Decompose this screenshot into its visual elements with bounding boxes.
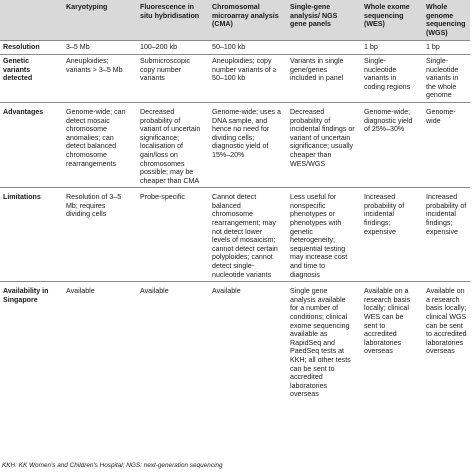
table-cell: Resolution of 3–5 Mb; requires dividing cells bbox=[60, 188, 134, 282]
row-label: Limitations bbox=[0, 188, 60, 282]
table-cell: Variants in single gene/genes included in panel bbox=[284, 54, 358, 102]
row-label: Availability in Singapore bbox=[0, 282, 60, 401]
table-footnote: KKH: KK Women's and Children's Hospital; NGS: next-generation sequencing bbox=[2, 462, 223, 469]
table-cell: Less useful for nonspecific phenotypes or phenotypes with genetic heterogeneity; sequential testing may increase cost and time to diagnosis bbox=[284, 188, 358, 282]
table-cell: Available bbox=[206, 282, 284, 401]
table-cell: Genome-wide; diagnostic yield of 25%–30% bbox=[358, 102, 420, 187]
table-row-variants-detected bbox=[0, 54, 470, 102]
table-cell: Aneuploidies; copy number variants of ≥ 50–100 kb bbox=[206, 54, 284, 102]
table-cell: Genome-wide bbox=[420, 102, 470, 187]
table-cell: Cannot detect balanced chromosome rearrangement; may not detect lower levels of mosaicism; cannot detect certain polyploides; cannot detect single-nucleotide variants bbox=[206, 188, 284, 282]
table-cell: Probe-specific bbox=[134, 188, 206, 282]
table-cell: Decreased probability of incidental findings or variant of uncertain significance; usually cheaper than WES/WGS bbox=[284, 102, 358, 187]
header-fish: Fluorescence in situ hybridisation bbox=[134, 0, 206, 41]
table-cell: Submicroscopic copy number variants bbox=[134, 54, 206, 102]
table-cell: Single-nucleotide variants in coding regions bbox=[358, 54, 420, 102]
row-label: Advantages bbox=[0, 102, 60, 187]
table-cell: 3–5 Mb bbox=[60, 41, 134, 55]
table-cell: Increased probability of incidental findings; expensive bbox=[358, 188, 420, 282]
table-cell: Single gene analysis available for a number of conditions; clinical exome sequencing available as RapidSeq and PaedSeq tests at KKH; all other tests can be sent to accredited laboratories overseas bbox=[284, 282, 358, 401]
table-cell: Available on a research basis locally; clinical WGS can be sent to accredited laboratories overseas bbox=[420, 282, 470, 401]
row-label: Genetic variants detected bbox=[0, 54, 60, 102]
table-row-availability bbox=[0, 282, 470, 401]
header-single-gene: Single-gene analysis/ NGS gene panels bbox=[284, 0, 358, 41]
table-cell: 50–100 kb bbox=[206, 41, 284, 55]
table-row-limitations bbox=[0, 188, 470, 282]
table-cell: Available on a research basis locally; clinical WES can be sent to accredited laboratories overseas bbox=[358, 282, 420, 401]
row-label: Resolution bbox=[0, 41, 60, 55]
table-cell: Aneuploidies; variants > 3–5 Mb bbox=[60, 54, 134, 102]
header-wgs: Whole genome sequencing (WGS) bbox=[420, 0, 470, 41]
table-cell: Available bbox=[134, 282, 206, 401]
table-cell: Available bbox=[60, 282, 134, 401]
table-cell: 1 bp bbox=[358, 41, 420, 55]
table-cell: Single-nucleotide variants in the whole genome bbox=[420, 54, 470, 102]
table-row-advantages bbox=[0, 102, 470, 187]
header-cma: Chromosomal microarray analysis (CMA) bbox=[206, 0, 284, 41]
table-cell: Genome-wide; uses a DNA sample, and hence no need for dividing cells; diagnostic yield of 15%–20% bbox=[206, 102, 284, 187]
table-cell: 1 bp bbox=[420, 41, 470, 55]
table-cell: 100–200 kb bbox=[134, 41, 206, 55]
table-row-resolution bbox=[0, 41, 470, 55]
table-cell: Increased probability of incidental findings; expensive bbox=[420, 188, 470, 282]
table-cell bbox=[284, 41, 358, 55]
header-karyotyping: Karyotyping bbox=[60, 0, 134, 41]
header-corner bbox=[0, 0, 60, 41]
table-cell: Decreased probability of variant of uncertain significance; localisation of gain/loss on chromosomes possible; may be cheaper than CMA bbox=[134, 102, 206, 187]
table-cell: Genome-wide; can detect mosaic chromosome anomalies; can detect balanced chromosome rearrangements bbox=[60, 102, 134, 187]
header-wes: Whole exome sequencing (WES) bbox=[358, 0, 420, 41]
table-header-row bbox=[0, 0, 470, 41]
